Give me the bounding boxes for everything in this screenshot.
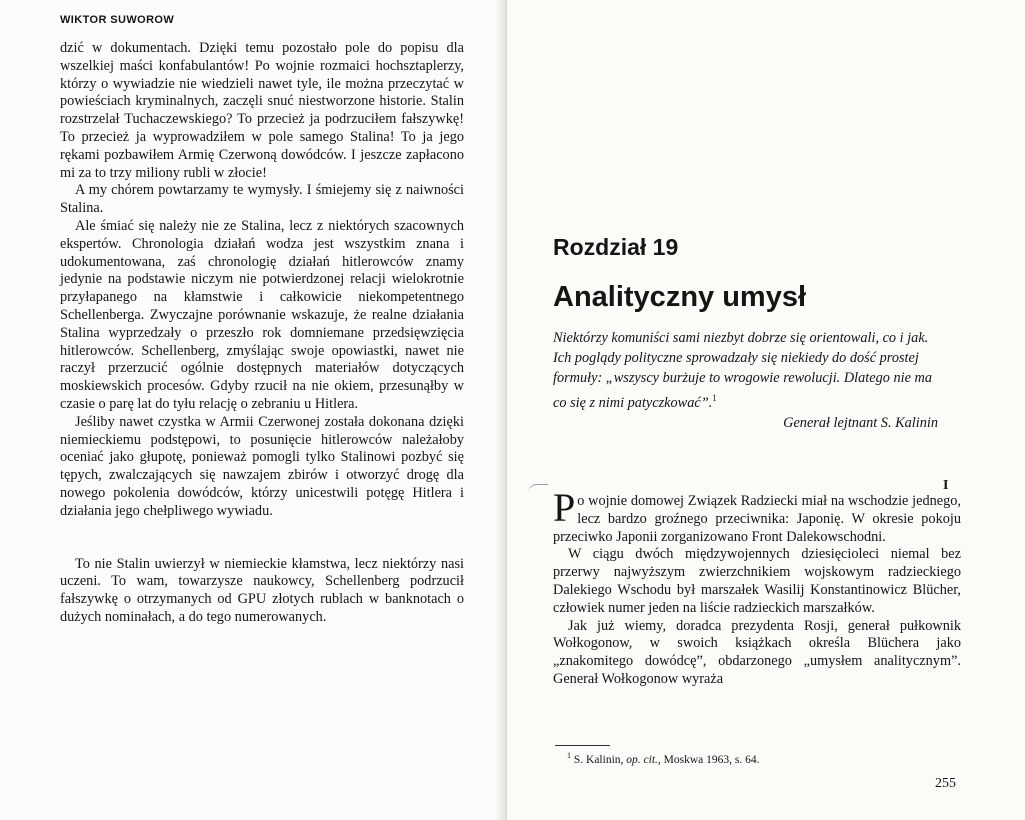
epigraph-author: Generał lejtnant S. Kalinin [783,414,938,431]
paragraph: To nie Stalin uwierzył w niemieckie kłamstwa, lecz niektórzy nasi uczeni. To wam, towarzysze naukowcy, Schellenberg podrzucił fałszywkę o otrzymanych od GPU złotych rublach w banknotach o dużych nominałach, a do tego numerowanych. [60,555,464,625]
section-number: I [943,478,949,493]
ornament-icon [528,484,548,493]
paragraph: Jak już wiemy, doradca prezydenta Rosji, generał pułkownik Wołkogonow, w swoich książkach określa Blüchera jako „znakomitego dowódcę”, obdarzonego „umysłem analitycznym”. Generał Wołkogonow wyraża [553,617,961,687]
left-page [0,0,505,820]
chapter-title: Analityczny umysł [553,281,807,313]
chapter-label: Rozdział 19 [553,234,679,260]
epigraph-text [553,328,948,413]
paragraph: A my chórem powtarzamy te wymysły. I śmiejemy się z naiwności Stalina. [60,182,464,217]
epigraph [553,328,948,433]
footnote-reference: 1 [712,393,717,403]
footnote-author: S. Kalinin, [573,753,624,766]
footnote [567,751,759,766]
footnote-divider [555,745,610,746]
footnote-details: , Moskwa 1963, s. 64. [657,753,760,766]
footnote-mark: 1 [567,751,571,760]
paragraph-text: o wojnie domowej Związek Radziecki miał na wschodzie jednego, lecz bardzo groźnego przeciwnika: Japonię. W okresie pokoju przeciwko Japonii zorganizowano Front Dalekowschodni. [553,493,961,545]
paragraph: W ciągu dwóch międzywojennych dziesięcioleci niemal bez przerwy najwyższym zwierzchnikiem wojskowym radzieckiego Dalekiego Wschodu był marszałek Wasilij Konstantinowicz Blücher, człowiek numer jeden na liście radzieckich marszałków. [553,546,961,616]
paragraph [553,485,961,546]
running-head: WIKTOR SUWOROW [60,14,175,26]
paragraph: Jeśliby nawet czystka w Armii Czerwonej została dokonana dzięki niemieckiemu podstępowi, to posunięcie hitlerowców należałoby oceniać jako głupotę, ponieważ pomogli tylko Stalinowi pozbyć się tępych, zwalczających się nawzajem zbirów i otworzyć drogę dla nowego pokolenia dowódców, którzy unicestwili potęgę Hitlera i działania jego chełpliwego wywiadu. [60,413,464,519]
left-page-text [60,40,464,627]
right-page-text [553,485,961,689]
page-number: 255 [935,776,956,791]
footnote-op-cit: op. cit. [626,753,658,766]
epigraph-quote: Niektórzy komuniści sami niezbyt dobrze się orientowali, co i jak. Ich poglądy polityczne sprowadzały się niekiedy do dość prostej formuły: „wszyscy burżuje to wrogowie rewolucji. Dlatego nie ma co się z nimi patyczkować”. [553,330,932,411]
paragraph: Ale śmiać się należy nie ze Stalina, lecz z niektórych szacownych ekspertów. Chronologia działań wodza jest wszystkim znana i udokumentowana, zaś chronologię działań hitlerowców znamy jedynie na podstawie niczym nie potwierdzonej relacji wielokrotnie przyłapanego na kłamstwie i całkowicie niekompetentnego Schellenberga. Zwyczajne porównanie wskazuje, że realne działania Stalina wyprzedzały o przeszło rok domniemane przedsięwzięcia hitlerowców. Schellenberg, zmyślając swoje opowiastki, nawet nie raczył przerzucić ogólnie dostępnych materiałów dotyczących moskiewskich procesów. Gdyby rzucił na nie okiem, przesunąłby w czasie o parę lat do tyłu relację o zebraniu u Hitlera. [60,217,464,412]
paragraph: dzić w dokumentach. Dzięki temu pozostało pole do popisu dla wszelkiej maści konfabulantów! Po wojnie rozmaici hochsztaplerzy, którzy o wywiadzie nie wiedzieli nawet tyle, ile można przeczytać w powieściach kryminalnych, zaczęli snuć niestworzone historie. Stalin rozstrzelał Tuchaczewskiego? To przecież ja podrzuciłem fałszywkę! To przecież ja wyprowadziłem w pole samego Stalina! To ja jego rękami pozbawiłem Armię Czerwoną dowódców. I jeszcze zapłacono mi za to trzy miliony rubli w złocie! [60,40,464,181]
drop-cap: P [553,485,576,530]
